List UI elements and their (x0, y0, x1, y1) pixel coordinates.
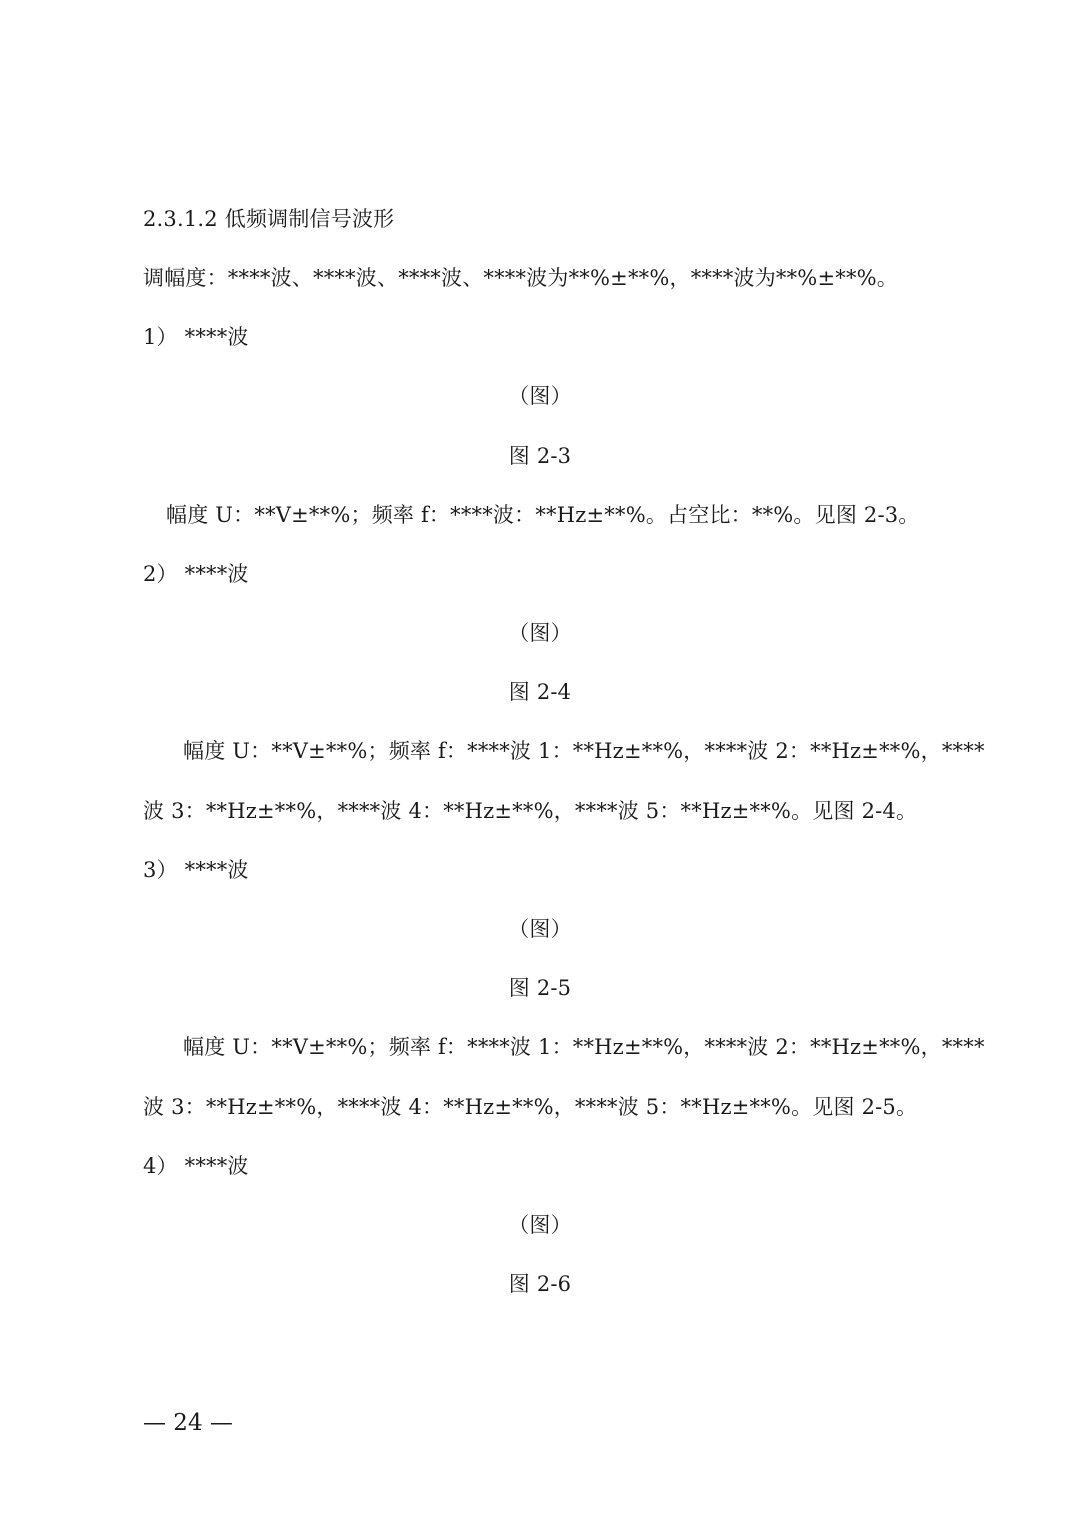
item-3-title: 3） ****波 (143, 858, 249, 882)
item-4-figure-caption: 图 2-6 (508, 1272, 572, 1296)
item-3-figure-caption: 图 2-5 (508, 976, 572, 1000)
item-1-title: 1） ****波 (143, 325, 249, 349)
section-heading: 2.3.1.2 低频调制信号波形 (143, 207, 395, 231)
modulation-depth-line: 调幅度：****波、****波、****波、****波为**%±**%，****波为**%±**%。 (143, 266, 899, 290)
item-4-figure-placeholder: （图） (508, 1213, 572, 1237)
item-3-figure-placeholder: （图） (508, 917, 572, 941)
item-3-description-line-2: 波 3：**Hz±**%，****波 4：**Hz±**%，****波 5：**Hz±**%。见图 2-5。 (143, 1095, 918, 1119)
item-1-figure-placeholder: （图） (508, 384, 572, 408)
item-3-description-line-1: 幅度 U：**V±**%；频率 f：****波 1：**Hz±**%，****波 2：**Hz±**%，**** (183, 1035, 985, 1059)
item-4-title: 4） ****波 (143, 1154, 249, 1178)
item-1-figure-caption: 图 2-3 (508, 444, 572, 468)
item-2-figure-placeholder: （图） (508, 621, 572, 645)
item-2-figure-caption: 图 2-4 (508, 680, 572, 704)
item-1-description: 幅度 U：**V±**%；频率 f：****波：**Hz±**%。占空比：**%。见图 2-3。 (166, 503, 920, 527)
item-2-description-line-2: 波 3：**Hz±**%，****波 4：**Hz±**%，****波 5：**Hz±**%。见图 2-4。 (143, 799, 918, 823)
item-2-title: 2） ****波 (143, 562, 249, 586)
item-2-description-line-1: 幅度 U：**V±**%；频率 f：****波 1：**Hz±**%，****波 2：**Hz±**%，**** (183, 739, 985, 763)
page-number: — 24 — (143, 1410, 233, 1436)
